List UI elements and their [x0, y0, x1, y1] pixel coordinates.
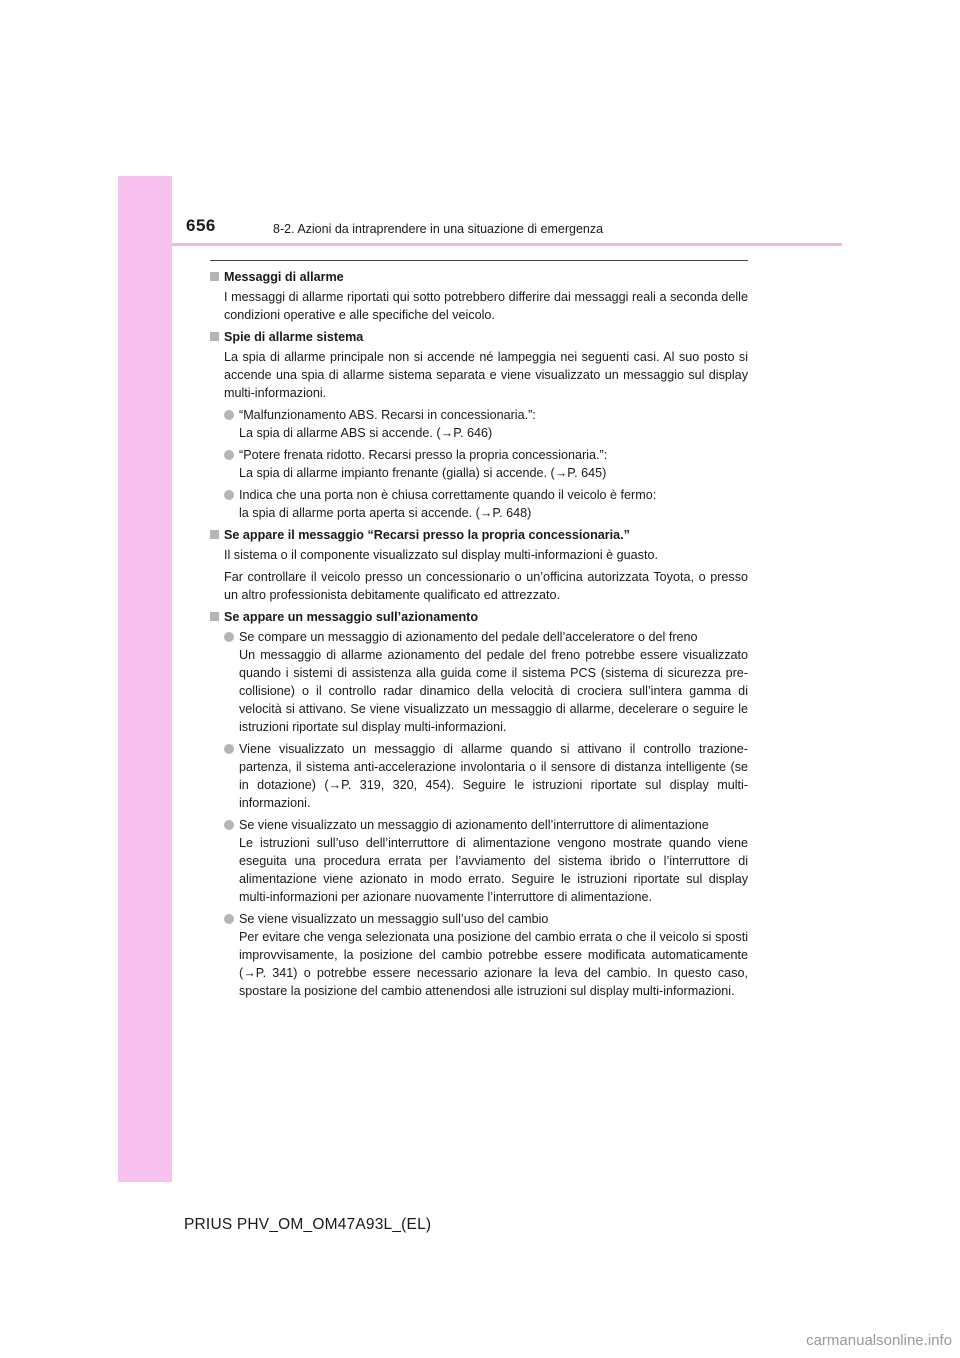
list-item-lead: “Potere frenata ridotto. Recarsi presso la propria concessionaria.”:: [239, 448, 608, 462]
list-item-lead: Se viene visualizzato un messaggio sull’uso del cambio: [239, 912, 549, 926]
paragraph: I messaggi di allarme riportati qui sotto potrebbero differire dai messaggi reali a seconda delle condizioni operative e alle specifiche del veicolo.: [224, 290, 748, 322]
section-heading: [210, 268, 748, 286]
list-item: [210, 406, 748, 442]
footer-model-code: PRIUS PHV_OM_OM47A93L_(EL): [184, 1216, 432, 1233]
list-item-lead: Se viene visualizzato un messaggio di azionamento dell’interruttore di alimentazione: [239, 818, 709, 832]
list-item: [210, 446, 748, 482]
section-heading-text: Spie di allarme sistema: [224, 330, 364, 344]
paragraph: Far controllare il veicolo presso un concessionario o un’officina autorizzata Toyota, o presso un altro professionista debitamente qualificato ed attrezzato.: [224, 570, 748, 602]
section-heading: [210, 328, 748, 346]
paragraph: La spia di allarme principale non si accende né lampeggia nei seguenti casi. Al suo posto si accende una spia di allarme sistema separata e viene visualizzato un messaggio sul display multi-informazioni.: [224, 350, 748, 400]
section-heading-text: Messaggi di allarme: [224, 270, 344, 284]
square-bullet-icon: [210, 272, 219, 281]
circle-bullet-icon: [224, 450, 234, 460]
list-item-text: La spia di allarme ABS si accende. (→P. 646): [239, 426, 493, 440]
list-item: [210, 628, 748, 736]
paragraph: Il sistema o il componente visualizzato sul display multi-informazioni è guasto.: [224, 548, 658, 562]
list-item-lead: “Malfunzionamento ABS. Recarsi in concessionaria.”:: [239, 408, 536, 422]
page-number: 656: [186, 216, 216, 235]
list-item: [210, 910, 748, 1000]
square-bullet-icon: [210, 612, 219, 621]
section-block: [210, 328, 748, 522]
list-item-lead: Indica che una porta non è chiusa correttamente quando il veicolo è fermo:: [239, 488, 657, 502]
list-item: [210, 816, 748, 906]
section-heading: [210, 526, 748, 544]
section-block: [210, 526, 748, 604]
list-item-text: Viene visualizzato un messaggio di allarme quando si attivano il controllo trazione-partenza, il sistema anti-accelerazione involontaria o il sensore di distanza intelligente (se in dotazione) (→P. 319, 320, 454). Seguire le istruzioni riportate sul display multi-informazioni.: [239, 742, 748, 810]
section-heading-text: Se appare un messaggio sull’azionamento: [224, 610, 479, 624]
square-bullet-icon: [210, 530, 219, 539]
side-color-band: [118, 176, 172, 1182]
list-item-text: Per evitare che venga selezionata una posizione del cambio errata o che il veicolo si sposti improvvisamente, la posizione del cambio potrebbe essere modificata automaticamente (→P. 341) o potrebbe essere necessario azionare la leva del cambio. In questo caso, spostare la posizione del cambio attenendosi alle istruzioni sul display multi-informazioni.: [239, 930, 748, 998]
circle-bullet-icon: [224, 632, 234, 642]
list-item-lead: Se compare un messaggio di azionamento del pedale dell’acceleratore o del freno: [239, 630, 698, 644]
list-item-text: Un messaggio di allarme azionamento del pedale del freno potrebbe essere visualizzato quando i sistemi di assistenza alla guida come il sistema PCS (sistema di sicurezza pre-collisione) o il controllo radar dinamico della velocità di crociera sull’intera gamma di velocità si attivano. Se viene visualizzato un messaggio di allarme, decelerare o seguire le istruzioni riportate sul display multi-informazioni.: [239, 648, 748, 734]
list-item-text: La spia di allarme impianto frenante (gialla) si accende. (→P. 645): [239, 466, 607, 480]
list-item-text: la spia di allarme porta aperta si accende. (→P. 648): [239, 506, 532, 520]
list-item: [210, 740, 748, 812]
section-heading-text: Se appare il messaggio “Recarsi presso la propria concessionaria.”: [224, 528, 630, 542]
section-heading: [210, 608, 748, 626]
section-block: [210, 608, 748, 1000]
header-rule: [172, 243, 842, 246]
list-item: [210, 486, 748, 522]
circle-bullet-icon: [224, 410, 234, 420]
content-body: [210, 268, 748, 1004]
watermark[interactable]: carmanualsonline.info: [806, 1332, 952, 1349]
section-title: 8-2. Azioni da intraprendere in una situazione di emergenza: [273, 222, 604, 236]
square-bullet-icon: [210, 332, 219, 341]
circle-bullet-icon: [224, 820, 234, 830]
circle-bullet-icon: [224, 744, 234, 754]
list-item-text: Le istruzioni sull’uso dell’interruttore di alimentazione vengono mostrate quando viene eseguita una procedura errata per l’avviamento del sistema ibrido o l’interruttore di alimentazione viene azionato in modo errato. Seguire le istruzioni riportate sul display multi-informazioni per azionare nuovamente l’interruttore di alimentazione.: [239, 836, 748, 904]
circle-bullet-icon: [224, 490, 234, 500]
content-top-rule: [210, 260, 748, 261]
circle-bullet-icon: [224, 914, 234, 924]
section-block: [210, 268, 748, 324]
